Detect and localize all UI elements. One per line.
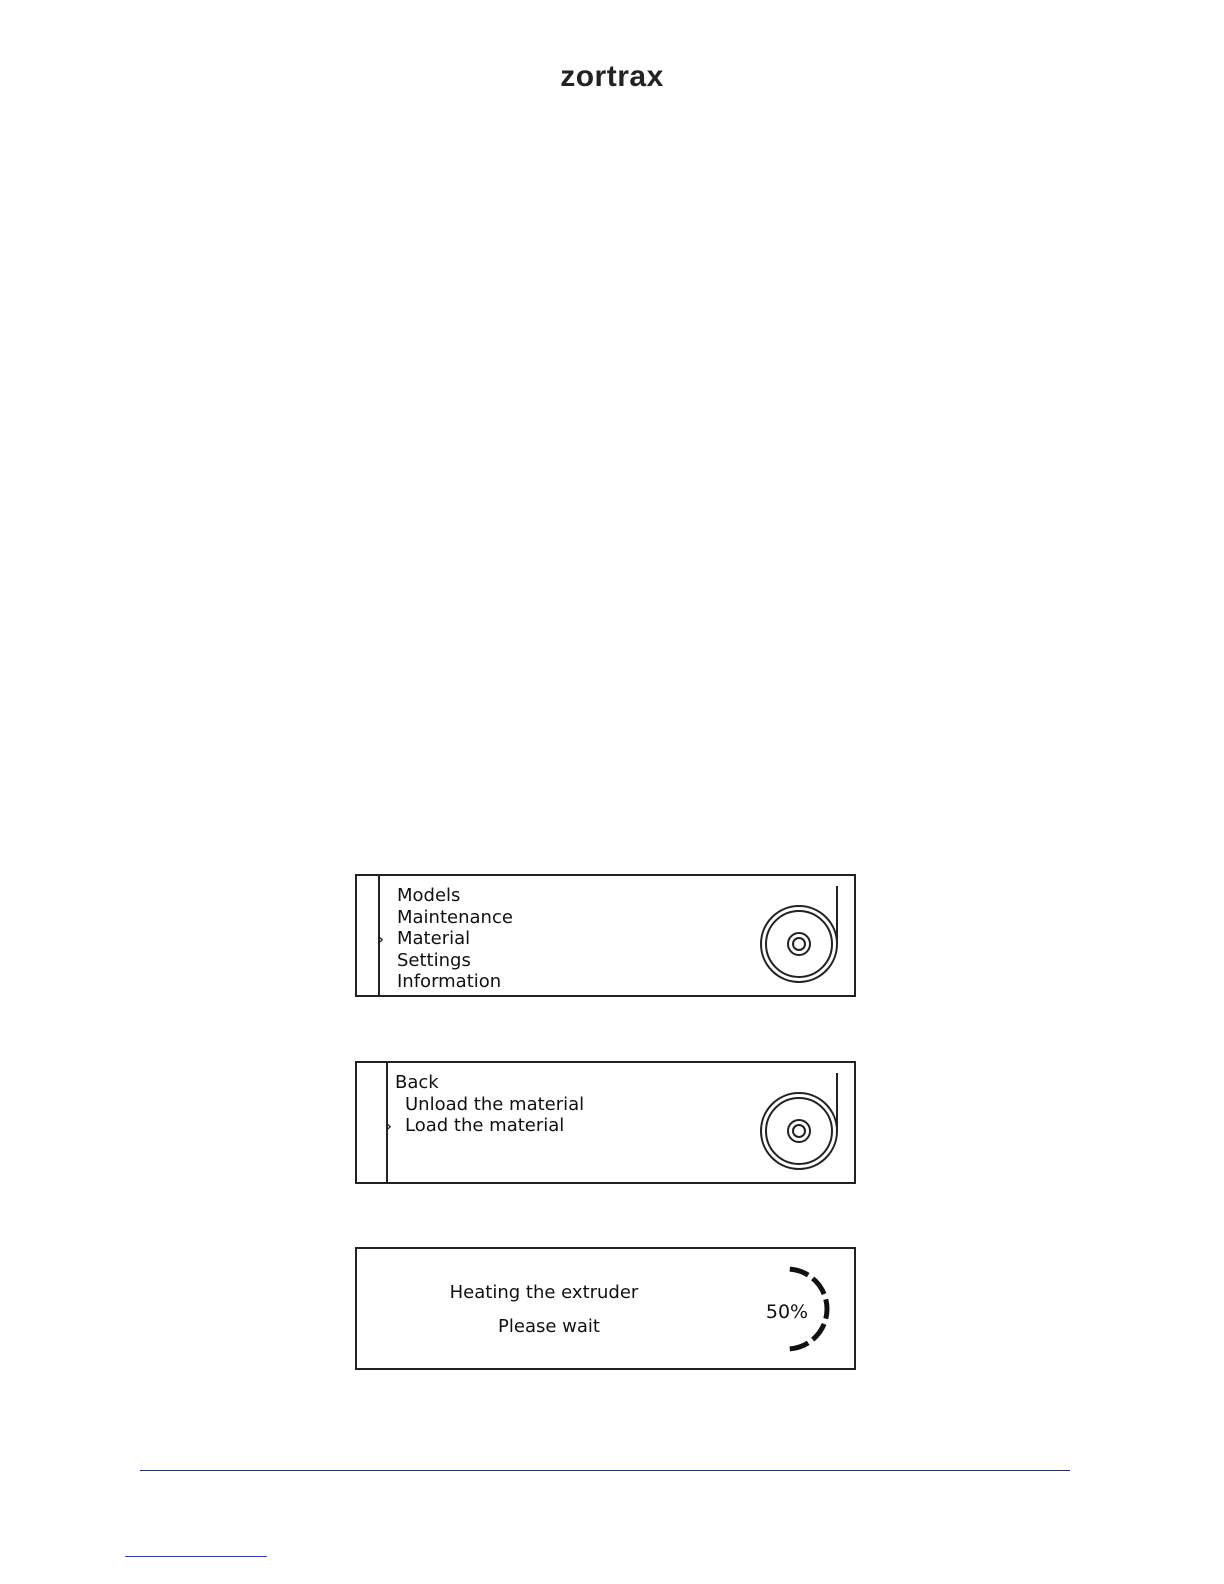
menu-item-models[interactable]: Models (397, 885, 461, 906)
lcd-screen-main-menu (355, 874, 856, 997)
selection-caret-icon: › (377, 929, 385, 950)
selection-caret-icon: › (385, 1116, 393, 1137)
status-heading: Heating the extruder (449, 1282, 639, 1303)
progress-arc-segment (813, 1324, 824, 1340)
zortrax-logo: zortrax (560, 60, 664, 93)
footer-rule (140, 1470, 1070, 1471)
menu-item-unload-material[interactable]: Unload the material (405, 1093, 585, 1115)
menu-item-material[interactable]: Material (397, 928, 471, 949)
progress-arc-segment (790, 1269, 808, 1275)
progress-arc-segment (813, 1278, 824, 1294)
lcd-screen-heating (355, 1247, 856, 1370)
menu-item-information[interactable]: Information (397, 971, 502, 992)
menu-item-back[interactable]: Back (395, 1072, 439, 1093)
lcd-screen-material-menu (355, 1061, 856, 1184)
progress-arc-segment (790, 1343, 808, 1349)
spool-icon (757, 1071, 857, 1181)
progress-arc-segment (826, 1299, 827, 1318)
menu-item-settings[interactable]: Settings (397, 949, 471, 971)
menu-item-maintenance[interactable]: Maintenance (397, 906, 513, 928)
progress-ring-icon (743, 1261, 843, 1361)
progress-label: 50% (765, 1301, 809, 1323)
footer-link-underline (125, 1556, 267, 1557)
menu-item-load-material[interactable]: Load the material (405, 1115, 565, 1136)
spool-icon (757, 884, 857, 994)
status-subtext: Please wait (498, 1316, 600, 1337)
